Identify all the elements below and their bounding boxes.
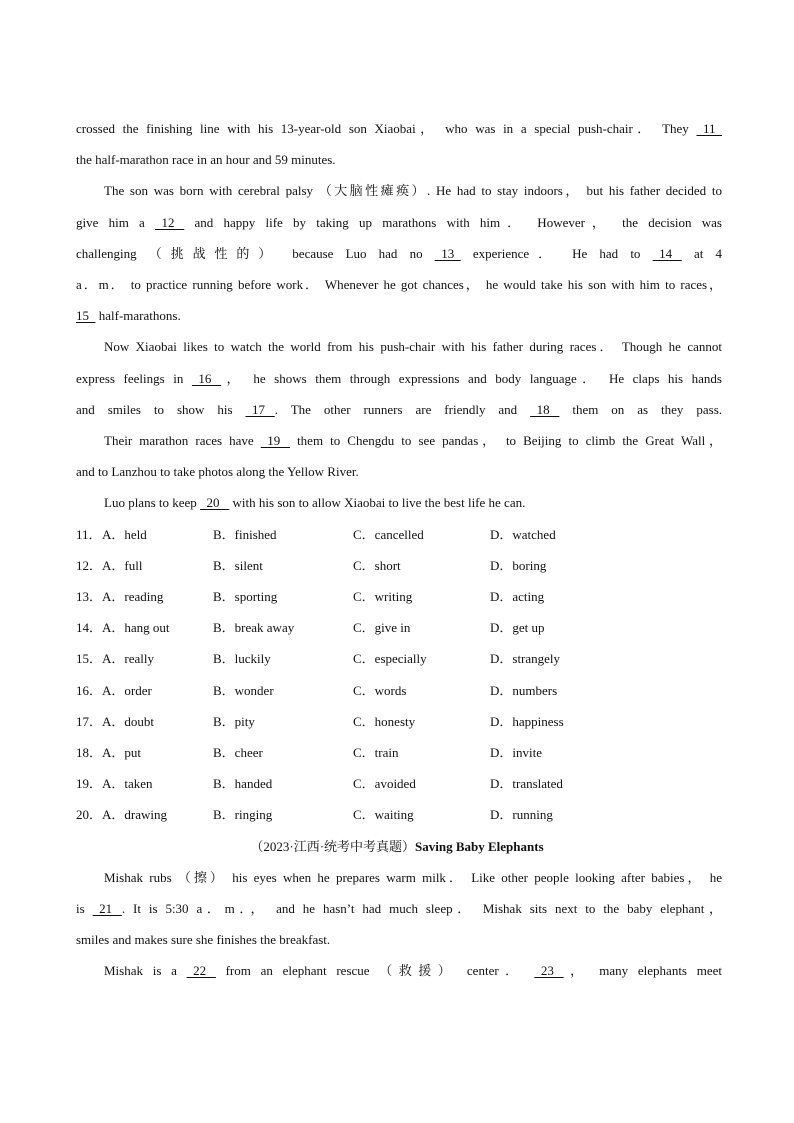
option-d[interactable]: D．get up (490, 620, 545, 635)
question-number: 12． (76, 558, 103, 573)
passage-text: with his son to allow Xiaobai to live the best life he can. (229, 495, 526, 510)
passage-line (76, 463, 722, 481)
option-row (76, 588, 726, 606)
passage-text: them to Chengdu to see pandas， to Beijing to climb the Great Wall， (290, 433, 723, 448)
passage-text: crossed the finishing line with his 13-year-old son Xiaobai， who was in a special push-chair． They (76, 121, 697, 136)
passage-text: express feelings in (76, 371, 192, 386)
passage-text: . It is 5:30 a．m．， and he hasn’t had much sleep． Mishak sits next to the baby elephant， (121, 901, 722, 916)
option-row (76, 557, 726, 575)
passage-line (104, 432, 722, 450)
section-title (0, 838, 794, 856)
blank-17[interactable]: 17 (245, 402, 275, 417)
passage-line (76, 370, 722, 388)
option-a[interactable]: A．order (102, 683, 152, 698)
option-a[interactable]: A．taken (102, 776, 153, 791)
passage-text: The son was born with cerebral palsy （大脑性瘫痪）. He had to stay indoors， but his father decided to (104, 183, 722, 198)
option-b[interactable]: B．silent (213, 558, 263, 573)
passage-text: from an elephant rescue （救援） center． (215, 963, 535, 978)
option-c[interactable]: C．words (353, 683, 407, 698)
passage-text: the half-marathon race in an hour and 59 minutes. (76, 152, 336, 167)
option-c[interactable]: C．train (353, 745, 399, 760)
question-number: 19． (76, 776, 103, 791)
question-number: 13． (76, 589, 103, 604)
option-d[interactable]: D．invite (490, 745, 542, 760)
passage-text: challenging （挑战性的） because Luo had no (76, 246, 435, 261)
option-row (76, 775, 726, 793)
option-d[interactable]: D．strangely (490, 651, 561, 666)
option-row (76, 806, 726, 824)
passage-line (76, 900, 722, 918)
passage-text: Now Xiaobai likes to watch the world from his push-chair with his father during races． Though he cannot (104, 339, 722, 354)
option-b[interactable]: B．cheer (213, 745, 263, 760)
option-c[interactable]: C．cancelled (353, 527, 424, 542)
option-row (76, 682, 726, 700)
option-b[interactable]: B．handed (213, 776, 273, 791)
option-d[interactable]: D．boring (490, 558, 547, 573)
option-b[interactable]: B．ringing (213, 807, 273, 822)
blank-15[interactable]: 15 (76, 308, 96, 323)
option-d[interactable]: D．happiness (490, 714, 564, 729)
passage-text: ， he shows them through expressions and body language． He claps his hands (221, 371, 722, 386)
question-number: 16． (76, 683, 103, 698)
passage-line (104, 962, 722, 980)
passage-line (104, 182, 722, 200)
passage-text: at 4 (681, 246, 722, 261)
passage-text: ， many elephants meet (563, 963, 722, 978)
option-b[interactable]: B．luckily (213, 651, 271, 666)
option-c[interactable]: C．short (353, 558, 401, 573)
option-b[interactable]: B．break away (213, 620, 295, 635)
option-a[interactable]: A．full (102, 558, 143, 573)
passage-line (104, 869, 722, 887)
option-b[interactable]: B．finished (213, 527, 277, 542)
passage-text: smiles and makes sure she finishes the breakfast. (76, 932, 331, 947)
passage-text: give him a (76, 215, 156, 230)
passage-text: Their marathon races have (104, 433, 261, 448)
option-b[interactable]: B．wonder (213, 683, 274, 698)
passage-text: a．m． to practice running before work． Whenever he got chances， he would take his son with him to races， (76, 277, 722, 292)
passage-text: is (76, 901, 93, 916)
blank-11[interactable]: 11 (696, 121, 722, 136)
option-row (76, 526, 726, 544)
passage-line (76, 307, 722, 325)
question-number: 17． (76, 714, 103, 729)
passage-line (76, 151, 722, 169)
option-c[interactable]: C．avoided (353, 776, 416, 791)
passage-text: Mishak rubs （擦） his eyes when he prepares warm milk． Like other people looking after babies， he (104, 870, 722, 885)
passage-line (76, 276, 722, 294)
blank-12[interactable]: 12 (155, 215, 185, 230)
passage-text: and smiles to show his (76, 402, 246, 417)
passage-text: and to Lanzhou to take photos along the Yellow River. (76, 464, 359, 479)
option-row (76, 619, 726, 637)
passage-line (76, 120, 722, 138)
passage-text: half-marathons. (95, 308, 181, 323)
passage-line (76, 245, 722, 263)
passage-text: experience． He had to (460, 246, 653, 261)
option-row (76, 744, 726, 762)
option-row (76, 713, 726, 731)
question-number: 18． (76, 745, 103, 760)
option-a[interactable]: A．hang out (102, 620, 170, 635)
option-d[interactable]: D．watched (490, 527, 556, 542)
blank-16[interactable]: 16 (191, 371, 222, 386)
blank-23[interactable]: 23 (534, 963, 564, 978)
option-c[interactable]: C．give in (353, 620, 411, 635)
option-b[interactable]: B．pity (213, 714, 255, 729)
option-b[interactable]: B．sporting (213, 589, 278, 604)
passage-text: . The other runners are friendly and (274, 402, 531, 417)
blank-20[interactable]: 20 (200, 495, 230, 510)
option-d[interactable]: D．translated (490, 776, 563, 791)
passage-text: Luo plans to keep (104, 495, 201, 510)
option-a[interactable]: A．really (102, 651, 154, 666)
blank-22[interactable]: 22 (186, 963, 216, 978)
option-a[interactable]: A．doubt (102, 714, 155, 729)
option-d[interactable]: D．running (490, 807, 553, 822)
section-title-source: （2023·江西·统考中考真题） (250, 839, 416, 854)
blank-21[interactable]: 21 (92, 901, 122, 916)
blank-14[interactable]: 14 (652, 246, 682, 261)
option-c[interactable]: C．honesty (353, 714, 416, 729)
section-title-text: Saving Baby Elephants (415, 839, 544, 854)
option-c[interactable]: C．waiting (353, 807, 414, 822)
option-row (76, 650, 726, 668)
option-a[interactable]: A．drawing (102, 807, 167, 822)
passage-text: them on as they pass. (559, 402, 722, 417)
blank-19[interactable]: 19 (260, 433, 290, 448)
option-a[interactable]: A．held (102, 527, 147, 542)
passage-text: Mishak is a (104, 963, 187, 978)
option-a[interactable]: A．reading (102, 589, 164, 604)
question-number: 11． (76, 527, 102, 542)
blank-18[interactable]: 18 (530, 402, 560, 417)
question-number: 20． (76, 807, 103, 822)
option-d[interactable]: D．numbers (490, 683, 558, 698)
passage-line (76, 401, 722, 419)
passage-line (76, 931, 722, 949)
option-c[interactable]: C．writing (353, 589, 413, 604)
blank-13[interactable]: 13 (434, 246, 461, 261)
passage-line (104, 338, 722, 356)
question-number: 14． (76, 620, 103, 635)
passage-line (104, 494, 722, 512)
option-a[interactable]: A．put (102, 745, 142, 760)
question-number: 15． (76, 651, 103, 666)
passage-line (76, 214, 722, 232)
option-c[interactable]: C．especially (353, 651, 427, 666)
option-d[interactable]: D．acting (490, 589, 545, 604)
passage-text: and happy life by taking up marathons with him． However， the decision was (184, 215, 722, 230)
